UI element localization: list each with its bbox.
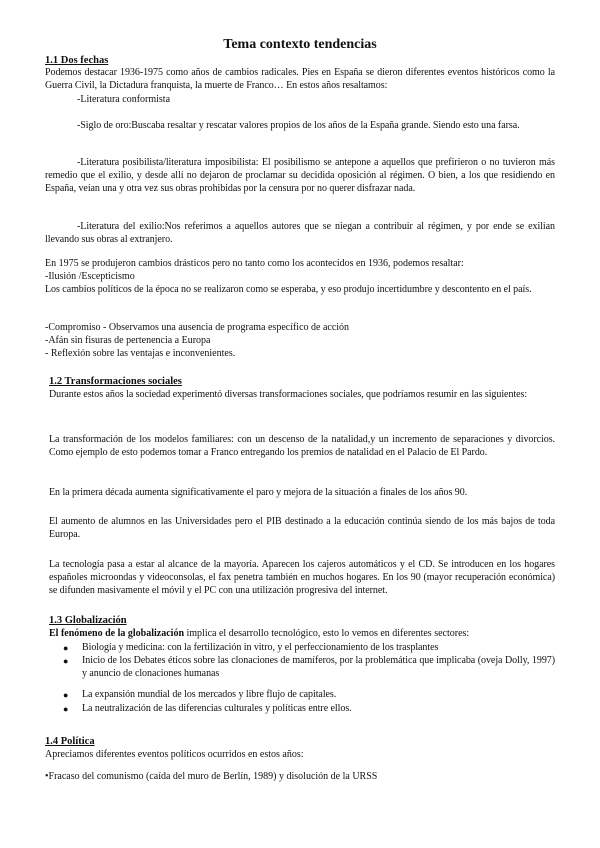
item-afan: -Afán sin fisuras de pertenencia a Europa (45, 335, 211, 346)
section-heading-dos-fechas: 1.1 Dos fechas (45, 55, 109, 66)
paragraph-tecnologia: La tecnología pasa a estar al alcance de la mayoría. Aparecen los cajeros automáticos y el CD. Se introducen en los hogares españoles microondas y videoconsolas, el fax penetra también en muchos hogares. En los 90 (mayor recuperación económica) se difunden masivamente el móvil y el PC con una utilización progresiva del internet. (49, 559, 555, 596)
section-heading-politica: 1.4 Política (45, 736, 95, 747)
paragraph-cambios-politicos: Los cambios políticos de la época no se realizaron como se esperaba, y eso produjo incertidumbre y descontento en el país. (45, 284, 532, 295)
paragraph-intro-globalizacion (49, 628, 469, 641)
globalizacion-intro-rest: implica el desarrollo tecnológico, esto lo vemos en diferentes sectores: (184, 628, 470, 639)
item-fracaso-comunismo: •Fracaso del comunismo (caída del muro de Berlín, 1989) y disolución de la URSS (45, 771, 378, 782)
bullet-icon: ● (63, 704, 69, 714)
bullet-icon: ● (63, 656, 69, 666)
bullet-icon: ● (63, 690, 69, 700)
paragraph-intro-transformaciones: Durante estos años la sociedad experimentó diversas transformaciones sociales, que podríamos resumir en las siguientes: (49, 389, 528, 400)
item-compromiso: -Compromiso - Observamos una ausencia de programa específico de acción (45, 322, 350, 333)
paragraph-intro-dos-fechas: Podemos destacar 1936-1975 como años de cambios radicales. Pies en España se dieron diferentes eventos históricos como la Guerra Civil, la Dictadura franquista, la muerte de Franco… En estos años resaltamos: (45, 67, 555, 91)
section-heading-globalizacion: 1.3 Globalización (49, 615, 127, 626)
item-literatura-posibilista: -Literatura posibilista/literatura imposibilista: El posibilismo se antepone a aquellos que prefirieron o no tuvieron más remedio que el exilio, y desde allí no dejaron de proclamar su decidida oposición al régimen. O bien, a los que residiendo en España, veían una y otra vez sus obras prohibidas por la censura por no querer disfrazar nada. (45, 157, 555, 194)
item-literatura-exilio: -Literatura del exilio:Nos referimos a aquellos autores que se niegan a contribuir al régimen, y por ende se exilian llevando sus obras al extranjero. (45, 221, 555, 245)
item-literatura-conformista: -Literatura conformista (77, 94, 171, 105)
paragraph-cambios-1975: En 1975 se produjeron cambios drásticos pero no tanto como los acontecidos en 1936, podemos resaltar: (45, 258, 464, 269)
document-title: Tema contexto tendencias (223, 37, 377, 52)
paragraph-intro-politica: Apreciamos diferentes eventos políticos ocurridos en estos años: (45, 749, 304, 760)
list-item-neutralizacion: La neutralización de las diferencias culturales y políticas entre ellos. (82, 703, 352, 714)
bullet-icon: ● (63, 643, 69, 653)
item-reflexion: - Reflexión sobre las ventajas e inconvenientes. (45, 348, 236, 359)
paragraph-modelos-familiares: La transformación de los modelos familiares: con un descenso de la natalidad,y un incremento de separaciones y divorcios. Como ejemplo de esto podemos tomar a Franco entregando los premios de natalidad en el Palacio de El Pardo. (49, 434, 555, 458)
globalizacion-bold-term: El fenómeno de la globalización (49, 628, 184, 639)
paragraph-paro: En la primera década aumenta significativamente el paro y mejora de la situación a finales de los años 90. (49, 487, 468, 498)
section-heading-transformaciones: 1.2 Transformaciones sociales (49, 376, 182, 387)
item-ilusion: -Ilusión /Escepticismo (45, 271, 135, 282)
list-item-debates-eticos: Inicio de los Debates éticos sobre las clonaciones de mamíferos, por la problemática que implicaba (oveja Dolly, 1997) y anuncio de clonaciones humanas (82, 655, 555, 679)
item-siglo-de-oro: -Siglo de oro:Buscaba resaltar y rescatar valores propios de los años de la España grande. Siendo esto una farsa. (77, 120, 520, 131)
list-item-biologia: Biología y medicina: con la fertilización in vitro, y el perfeccionamiento de los trasplantes (82, 642, 439, 653)
paragraph-universidades: El aumento de alumnos en las Universidades pero el PIB destinado a la educación continúa siendo de los más bajos de toda Europa. (49, 516, 555, 540)
list-item-expansion-mercados: La expansión mundial de los mercados y libre flujo de capitales. (82, 689, 337, 700)
